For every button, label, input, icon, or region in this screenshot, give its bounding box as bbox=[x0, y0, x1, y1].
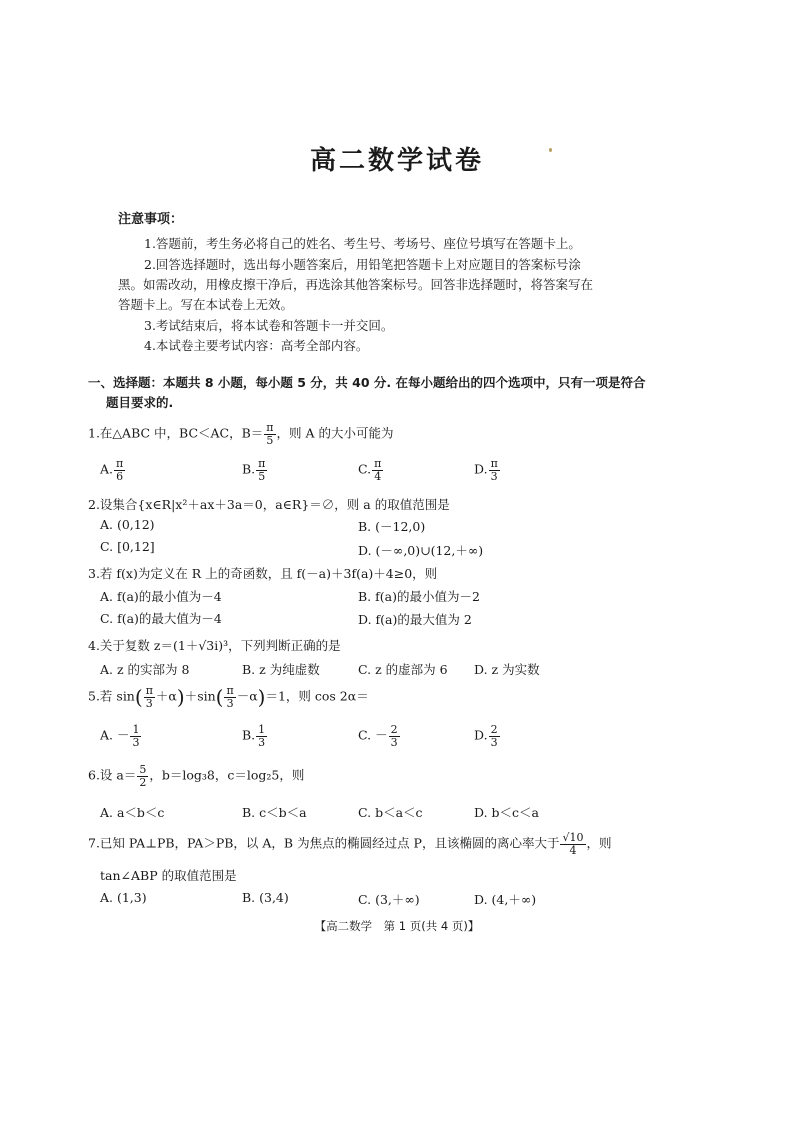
notice-item: 4.本试卷主要考试内容：高考全部内容。 bbox=[144, 338, 369, 353]
option-c: C. f(a)的最大值为－4 bbox=[100, 611, 222, 626]
question-4-stem: 4.关于复数 z＝(1＋√3i)³，下列判断正确的是 bbox=[88, 638, 341, 653]
option-c: C. － $\frac{2}{3}$ bbox=[358, 723, 398, 749]
option-b: B. c＜b＜a bbox=[242, 805, 307, 820]
option-d: D. f(a)的最大值为 2 bbox=[358, 612, 472, 627]
fraction: $\frac{\pi}{5}$ bbox=[266, 421, 274, 447]
option-b: B. f(a)的最小值为－2 bbox=[358, 589, 480, 604]
option-b: B. $\frac{1}{3}$ bbox=[242, 723, 266, 749]
option-a: A. (0,12) bbox=[100, 517, 155, 532]
option-a: A. f(a)的最小值为－4 bbox=[100, 589, 222, 604]
option-c: C. z 的虚部为 6 bbox=[358, 662, 448, 677]
question-2-stem: 2.设集合{x∈R|x²＋ax＋3a＝0，a∈R}＝∅，则 a 的取值范围是 bbox=[88, 497, 450, 512]
option-d: D. $\frac{2}{3}$ bbox=[474, 723, 498, 749]
question-3-stem: 3.若 f(x)为定义在 R 上的奇函数，且 f(－a)＋3f(a)＋4≥0，则 bbox=[88, 566, 438, 581]
option-d: D. $\frac{\pi}{3}$ bbox=[474, 457, 498, 483]
question-6-stem: 6.设 a＝ $\frac{5}{2}$ ，b＝log₃8，c＝log₂5，则 bbox=[88, 763, 305, 789]
option-a: A. $\frac{\pi}{6}$ bbox=[100, 457, 124, 483]
option-a: A. a＜b＜c bbox=[100, 805, 165, 820]
notice-heading: 注意事项： bbox=[118, 212, 184, 227]
option-a: A. (1,3) bbox=[100, 890, 147, 905]
option-c: C. [0,12] bbox=[100, 539, 155, 554]
section-heading-cont: 题目要求的. bbox=[106, 395, 174, 410]
scan-speck bbox=[549, 148, 552, 152]
option-d: D. (－∞,0)∪(12,＋∞) bbox=[358, 543, 484, 558]
notice-item: 答题卡上。写在本试卷上无效。 bbox=[118, 297, 294, 312]
option-b: B. z 为纯虚数 bbox=[242, 662, 320, 677]
option-c: C. (3,＋∞) bbox=[358, 892, 420, 907]
notice-item: 1.答题前，考生务必将自己的姓名、考生号、考场号、座位号填写在答题卡上。 bbox=[144, 236, 581, 251]
question-7-stem: 7.已知 PA⊥PB，PA＞PB，以 A，B 为焦点的椭圆经过点 P，且该椭圆的离心率大于 $\frac{√10}{4}$ ，则 bbox=[88, 831, 612, 857]
notice-item: 黑。如需改动，用橡皮擦干净后，再选涂其他答案标号。回答非选择题时，将答案写在 bbox=[118, 277, 594, 292]
section-heading: 一、选择题：本题共 8 小题，每小题 5 分，共 40 分. 在每小题给出的四个选项中，只有一项是符合 bbox=[88, 375, 646, 390]
option-a: A. z 的实部为 8 bbox=[100, 662, 190, 677]
option-c: C. b＜a＜c bbox=[358, 805, 423, 820]
notice-item: 2.回答选择题时，选出每小题答案后，用铅笔把答题卡上对应题目的答案标号涂 bbox=[144, 257, 581, 272]
option-d: D. z 为实数 bbox=[474, 662, 540, 677]
page-footer: 【高二数学 第 1 页(共 4 页)】 bbox=[314, 919, 480, 933]
notice-item: 3.考试结束后，将本试卷和答题卡一并交回。 bbox=[144, 318, 394, 333]
question-5-stem: 5.若 sin( $\frac{\pi}{3}$ ＋α)＋sin( $\frac{\pi}{3}$ －α)＝1，则 cos 2α＝ bbox=[88, 684, 369, 710]
option-a: A. － $\frac{1}{3}$ bbox=[100, 723, 140, 749]
option-b: B. (－12,0) bbox=[358, 519, 426, 534]
option-d: D. (4,＋∞) bbox=[474, 892, 537, 907]
question-7-stem-cont: tan∠ABP 的取值范围是 bbox=[100, 868, 237, 883]
question-1-stem: 1.在△ABC 中，BC＜AC，B＝ $\frac{\pi}{5}$ ，则 A 的大小可能为 bbox=[88, 421, 394, 447]
option-b: B. $\frac{\pi}{5}$ bbox=[242, 457, 266, 483]
option-b: B. (3,4) bbox=[242, 890, 289, 905]
option-c: C. $\frac{\pi}{4}$ bbox=[358, 457, 382, 483]
option-d: D. b＜c＜a bbox=[474, 805, 539, 820]
page-title: 高二数学试卷 bbox=[309, 146, 484, 176]
